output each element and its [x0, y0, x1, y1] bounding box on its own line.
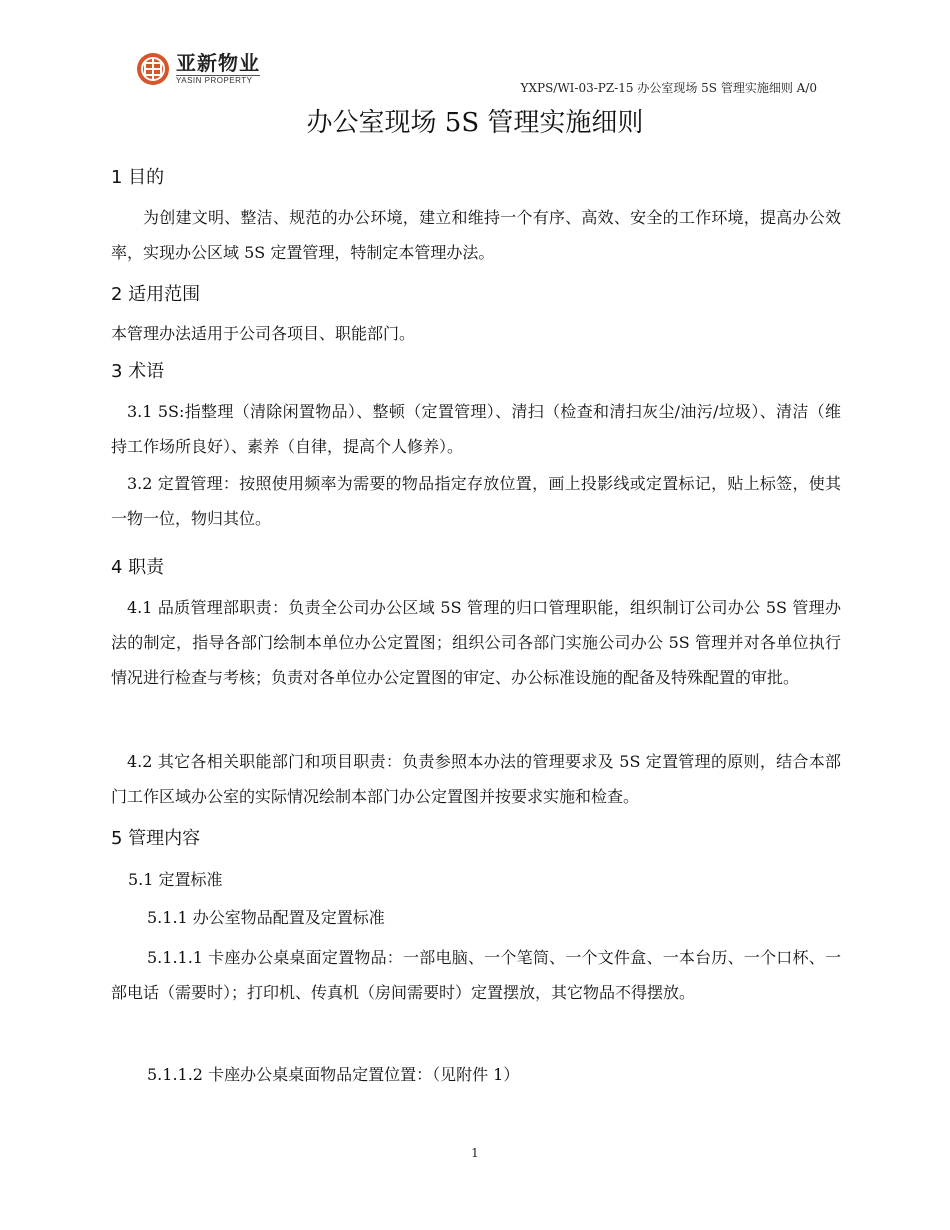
paragraph-term-5s: 3.1 5S:指整理（清除闲置物品）、整顿（定置管理）、清扫（检查和清扫灰尘/油污/垃圾）、清洁（维持工作场所良好）、素养（自律，提高个人修养）。 — [111, 402, 841, 456]
paragraph-purpose: 为创建文明、整洁、规范的办公环境，建立和维持一个有序、高效、安全的工作环境，提高办公效率，实现办公区域 5S 定置管理，特制定本管理办法。 — [111, 208, 841, 262]
logo-text — [176, 53, 260, 85]
subsection-5-1: 5.1 定置标准 — [128, 870, 223, 889]
page-number: 1 — [471, 1146, 479, 1160]
subsection-5-1-1: 5.1.1 办公室物品配置及定置标准 — [147, 908, 385, 927]
logo-english-name: YASIN PROPERTY — [176, 75, 260, 85]
section-heading-scope: 2 适用范围 — [111, 284, 201, 305]
paragraph-scope: 本管理办法适用于公司各项目、职能部门。 — [111, 324, 416, 343]
company-emblem-icon — [136, 52, 170, 86]
paragraph-5-1-1-1: 5.1.1.1 卡座办公桌桌面定置物品：一部电脑、一个笔筒、一个文件盒、一本台历、一个口杯、一部电话（需要时）；打印机、传真机（房间需要时）定置摆放，其它物品不得摆放。 — [111, 948, 841, 1002]
company-logo — [136, 52, 260, 86]
document-code: YXPS/WI-03-PZ-15 办公室现场 5S 管理实施细则 A/0 — [520, 81, 817, 95]
section-heading-responsibilities: 4 职责 — [111, 557, 165, 578]
paragraph-responsibility-quality-dept: 4.1 品质管理部职责：负责全公司办公区域 5S 管理的归口管理职能，组织制订公司办公 5S 管理办法的制定，指导各部门绘制本单位办公定置图；组织公司各部门实施公司办公 5S 管理并对各单位执行情况进行检查与考核；负责对各单位办公定置图的审定、办公标准设施的配备及特殊配置的审批。 — [111, 598, 841, 687]
section-heading-terms: 3 术语 — [111, 361, 165, 382]
paragraph-responsibility-other-depts: 4.2 其它各相关职能部门和项目职责：负责参照本办法的管理要求及 5S 定置管理的原则，结合本部门工作区域办公室的实际情况绘制本部门办公定置图并按要求实施和检查。 — [111, 752, 841, 806]
logo-chinese-name: 亚新物业 — [176, 51, 260, 75]
page-title: 办公室现场 5S 管理实施细则 — [306, 108, 644, 138]
paragraph-5-1-1-2: 5.1.1.2 卡座办公桌桌面物品定置位置：（见附件 1） — [147, 1065, 520, 1084]
section-heading-purpose: 1 目的 — [111, 167, 165, 188]
paragraph-term-fixed-position: 3.2 定置管理：按照使用频率为需要的物品指定存放位置，画上投影线或定置标记，贴上标签，使其一物一位，物归其位。 — [111, 474, 841, 528]
section-heading-management-content: 5 管理内容 — [111, 828, 201, 849]
